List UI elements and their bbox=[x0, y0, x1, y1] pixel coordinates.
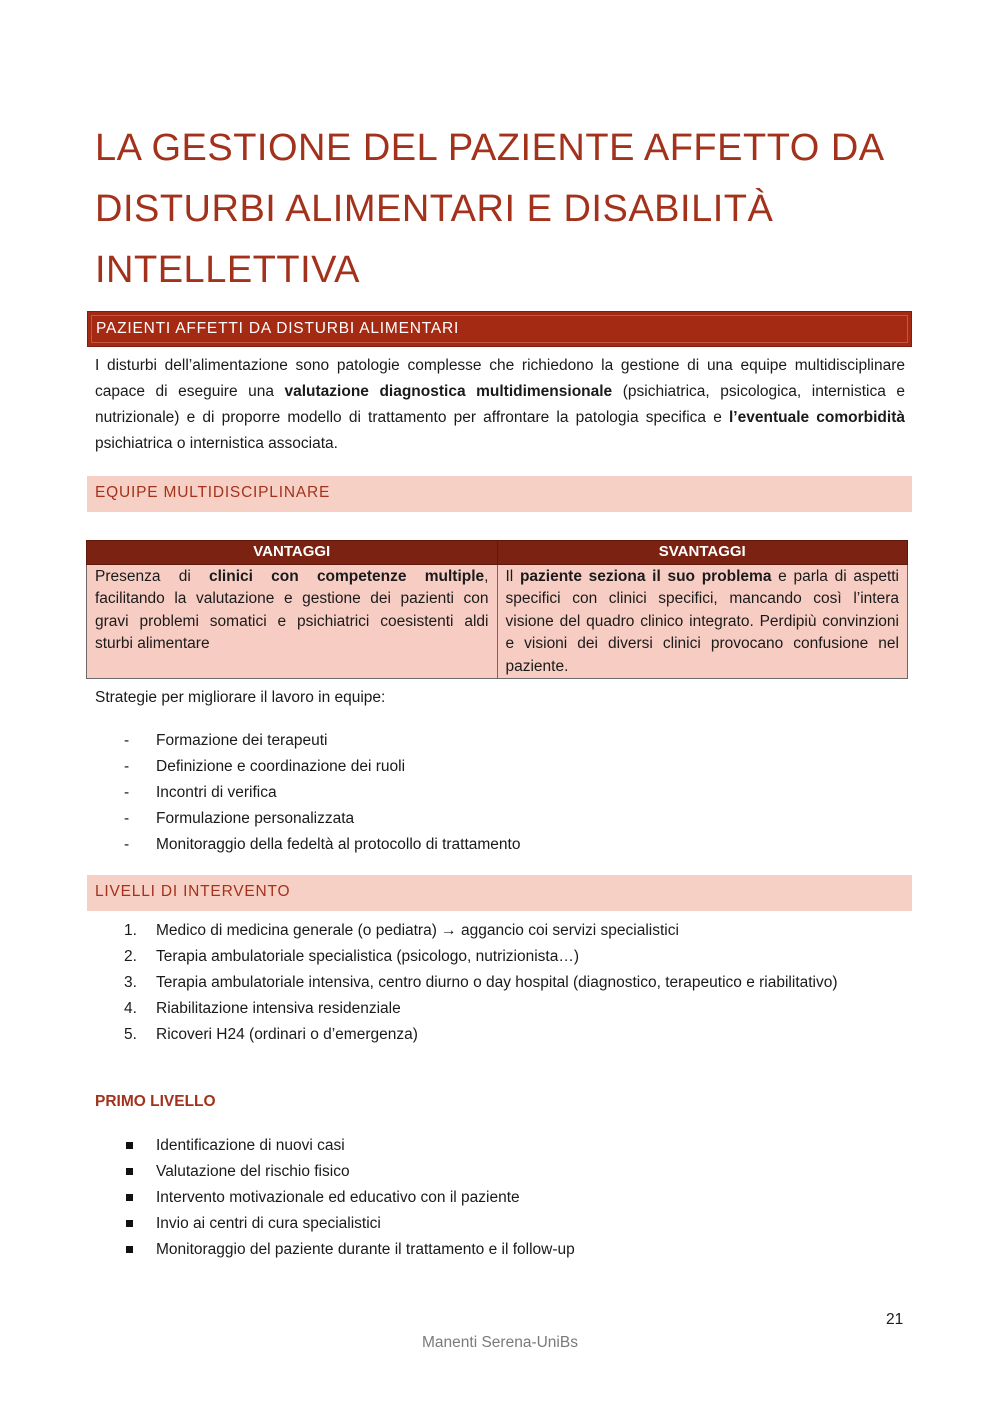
list-item bbox=[95, 728, 905, 754]
table-cell-svantaggi bbox=[497, 564, 908, 679]
primo-livello-heading: PRIMO LIVELLO bbox=[95, 1093, 216, 1110]
dash-bullet: - bbox=[124, 810, 130, 827]
cell-text: Presenza di bbox=[95, 567, 209, 585]
list-item-text: Terapia ambulatoriale intensiva, centro diurno o day hospital (diagnostico, terapeutico e riabilitativo) bbox=[156, 974, 838, 991]
subsection-heading-bar bbox=[87, 476, 912, 512]
list-item bbox=[95, 996, 905, 1022]
table-cell-vantaggi bbox=[87, 564, 498, 679]
levels-list bbox=[95, 918, 905, 1048]
table-header-row bbox=[87, 541, 908, 565]
list-item bbox=[95, 780, 905, 806]
paragraph-bold: valutazione diagnostica multidimensionale bbox=[284, 383, 613, 400]
subsection-heading-bar bbox=[87, 875, 912, 911]
table-header-svantaggi: SVANTAGGI bbox=[497, 541, 908, 565]
primo-livello-list bbox=[95, 1133, 905, 1263]
list-item bbox=[95, 944, 905, 970]
subsection-heading: EQUIPE MULTIDISCIPLINARE bbox=[95, 484, 331, 501]
section-heading: PAZIENTI AFFETTI DA DISTURBI ALIMENTARI bbox=[96, 320, 460, 337]
square-bullet-icon bbox=[126, 1194, 133, 1201]
table-header-vantaggi: VANTAGGI bbox=[87, 541, 498, 565]
paragraph-bold: l’eventuale comorbidità bbox=[729, 409, 905, 426]
list-item bbox=[95, 1211, 905, 1237]
list-item-text: Formazione dei terapeuti bbox=[156, 732, 328, 749]
list-item-text: Formulazione personalizzata bbox=[156, 810, 355, 827]
strategies-intro: Strategie per migliorare il lavoro in equipe: bbox=[95, 689, 386, 706]
list-item bbox=[95, 1185, 905, 1211]
cell-bold: clinici con competenze multiple bbox=[209, 567, 485, 585]
paragraph-text: psichiatrica o internistica associata. bbox=[95, 435, 338, 452]
list-item-text: Intervento motivazionale ed educativo con il paziente bbox=[156, 1189, 520, 1206]
square-bullet-icon bbox=[126, 1168, 133, 1175]
list-number: 5. bbox=[124, 1026, 137, 1043]
paragraph-text: (psichiatrica, psicologica, internistica e nutrizionale) e di proporre modello di trattamento per affrontare la patologia specifica e bbox=[95, 383, 906, 426]
strategies-list bbox=[95, 728, 905, 858]
comparison-table bbox=[86, 540, 908, 679]
section-heading-bar bbox=[87, 311, 912, 347]
list-item bbox=[95, 1237, 905, 1263]
title-line: INTELLETTIVA bbox=[95, 249, 361, 291]
cell-text: e parla di aspetti specifici con clinici specifici, mancando così l’intera visione del quadro clinico integrato. Perdipiù convinzioni e visioni dei diversi clinici provocano confusione nel paziente. bbox=[505, 567, 900, 675]
list-item-text: Invio ai centri di cura specialistici bbox=[156, 1215, 381, 1232]
list-item bbox=[95, 1022, 905, 1048]
list-item bbox=[95, 832, 905, 858]
table-row bbox=[87, 564, 908, 679]
list-item-text: Incontri di verifica bbox=[156, 784, 277, 801]
page-number: 21 bbox=[886, 1311, 904, 1328]
dash-bullet: - bbox=[124, 784, 130, 801]
page-title bbox=[95, 118, 915, 301]
list-item-text: Monitoraggio del paziente durante il trattamento e il follow-up bbox=[156, 1241, 575, 1258]
square-bullet-icon bbox=[126, 1142, 133, 1149]
list-item-text: Identificazione di nuovi casi bbox=[156, 1137, 345, 1154]
square-bullet-icon bbox=[126, 1246, 133, 1253]
list-item bbox=[95, 806, 905, 832]
list-item-text: Definizione e coordinazione dei ruoli bbox=[156, 758, 406, 775]
list-item-text: Valutazione del rischio fisico bbox=[156, 1163, 350, 1180]
intro-paragraph bbox=[95, 353, 905, 457]
subsection-heading: LIVELLI DI INTERVENTO bbox=[95, 883, 291, 900]
list-item-text: Terapia ambulatoriale specialistica (psicologo, nutrizionista…) bbox=[156, 948, 580, 965]
list-number: 1. bbox=[124, 922, 137, 939]
list-item-text: Riabilitazione intensiva residenziale bbox=[156, 1000, 401, 1017]
footer-author: Manenti Serena-UniBs bbox=[422, 1334, 578, 1351]
dash-bullet: - bbox=[124, 732, 130, 749]
list-number: 2. bbox=[124, 948, 137, 965]
dash-bullet: - bbox=[124, 836, 130, 853]
list-item-text: Ricoveri H24 (ordinari o d’emergenza) bbox=[156, 1026, 418, 1043]
square-bullet-icon bbox=[126, 1220, 133, 1227]
title-line: LA GESTIONE DEL PAZIENTE AFFETTO DA bbox=[95, 127, 885, 169]
list-item bbox=[95, 970, 905, 996]
cell-bold: paziente seziona il suo problema bbox=[519, 567, 772, 585]
list-item-text: Monitoraggio della fedeltà al protocollo di trattamento bbox=[156, 836, 521, 853]
list-item bbox=[95, 1159, 905, 1185]
list-number: 4. bbox=[124, 1000, 137, 1017]
paragraph-text: I disturbi dell’alimentazione sono patologie complesse che richiedono la gestione di una equipe multidisciplinare capace di eseguire una bbox=[95, 357, 905, 400]
list-item-text: Medico di medicina generale (o pediatra) → aggancio coi servizi specialistici bbox=[156, 922, 679, 939]
list-item bbox=[95, 754, 905, 780]
dash-bullet: - bbox=[124, 758, 130, 775]
title-line: DISTURBI ALIMENTARI E DISABILITÀ bbox=[95, 188, 774, 230]
list-item bbox=[95, 1133, 905, 1159]
cell-text: Il bbox=[505, 567, 520, 585]
list-number: 3. bbox=[124, 974, 137, 991]
list-item bbox=[95, 918, 905, 944]
cell-text: , facilitando la valutazione e gestione dei pazienti con gravi problemi somatici e psichiatrici coesistenti aldi sturbi alimentare bbox=[95, 567, 489, 652]
